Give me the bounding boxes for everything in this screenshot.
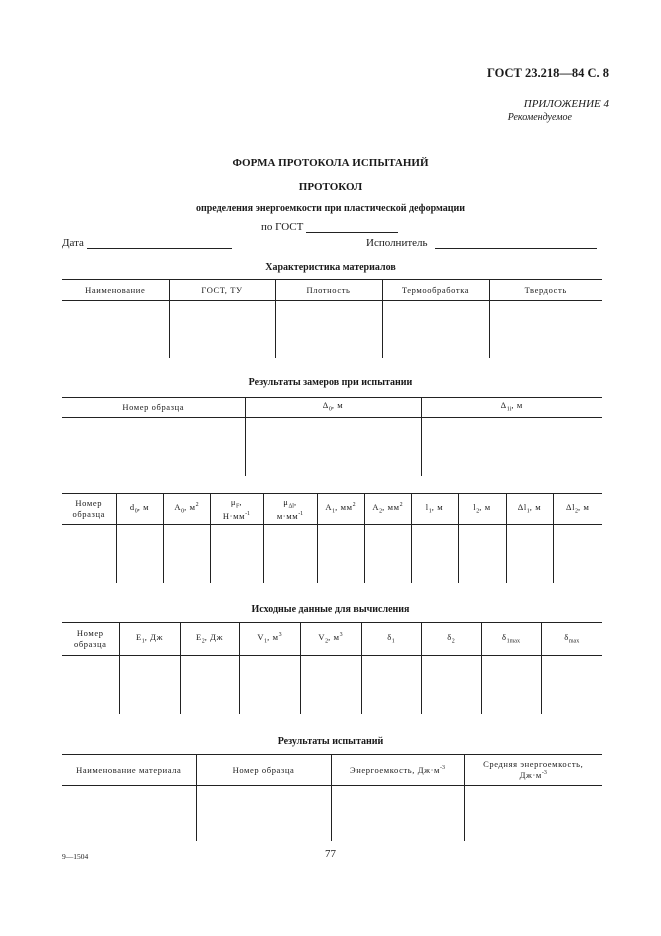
init-col-5: $\delta_1$ [361,623,421,656]
meas-col-7: $l_1$, м [411,494,458,525]
measurements-cell[interactable] [317,525,364,583]
initial-data-cell[interactable] [62,656,119,714]
date-label: Дата [62,237,84,249]
measurements-cell[interactable] [263,525,317,583]
meas-col-1: $d_0$, м [116,494,163,525]
measurements-col-sample: Номер образца [62,398,245,418]
results-cell[interactable] [464,786,602,841]
page-number: 77 [325,848,336,860]
measurements-cell[interactable] [116,525,163,583]
results-cell[interactable] [331,786,464,841]
meas-col-0: Номер образца [62,494,116,525]
meas-col-10: $\Delta l_2$, м [553,494,602,525]
materials-col-heat: Термообработка [382,280,489,301]
measurements-col-delta1i: $\Delta_{1i}$, м [421,398,602,418]
recommended-label: Рекомендуемое [507,112,572,123]
measurements-cell[interactable] [553,525,602,583]
measurements-cell[interactable] [458,525,506,583]
initial-data-cell[interactable] [361,656,421,714]
init-col-4: $V_2$, $м^3$ [300,623,361,656]
init-col-2: $E_2$, Дж [180,623,239,656]
results-title: Результаты испытаний [277,736,384,747]
results-cell[interactable] [62,786,196,841]
initial-data-cell[interactable] [239,656,300,714]
initial-data-table [62,622,602,714]
executor-label: Исполнитель [366,237,428,249]
initial-data-cell[interactable] [421,656,481,714]
measurements-table [62,493,602,583]
measurements-cell[interactable] [210,525,263,583]
initial-data-title: Исходные данные для вычисления [251,604,410,615]
measurements-cell[interactable] [62,418,245,476]
init-col-7: $\delta_{1max}$ [481,623,541,656]
meas-col-4: $\mu_{\Delta l}$, $м\cdot мм^{-1}$ [263,494,317,525]
meas-col-6: $A_2$, $мм^2$ [364,494,411,525]
materials-title: Характеристика материалов [265,262,396,273]
init-col-3: $V_1$, $м^3$ [239,623,300,656]
form-title: ФОРМА ПРОТОКОЛА ИСПЫТАНИЙ [232,157,429,169]
protocol-title: ПРОТОКОЛ [298,181,363,193]
init-col-6: $\delta_2$ [421,623,481,656]
results-col-energy: Энергоемкость, $Дж\cdot м^{-3}$ [331,755,464,786]
init-col-1: $E_1$, Дж [119,623,180,656]
materials-cell[interactable] [62,301,169,358]
materials-col-density: Плотность [275,280,382,301]
meas-col-9: $\Delta l_1$, м [506,494,553,525]
measurements-col-delta0: $\Delta_0$, м [245,398,421,418]
meas-col-5: $A_1$, $мм^2$ [317,494,364,525]
materials-col-name: Наименование [62,280,169,301]
results-col-sample: Номер образца [196,755,331,786]
init-col-8: $\delta_{max}$ [541,623,602,656]
materials-col-hardness: Твердость [489,280,602,301]
measurements-cell[interactable] [163,525,210,583]
results-col-avg-energy: Средняя энергоемкость, $Дж\cdot м^{-3}$ [464,755,602,786]
materials-col-gost: ГОСТ, ТУ [169,280,275,301]
results-col-material: Наименование материала [62,755,196,786]
materials-cell[interactable] [382,301,489,358]
measurements-title: Результаты замеров при испытании [248,377,413,388]
protocol-subject: определения энергоемкости при пластической деформации [195,203,466,214]
initial-data-cell[interactable] [180,656,239,714]
initial-data-cell[interactable] [119,656,180,714]
appendix-label: ПРИЛОЖЕНИЕ 4 [523,98,609,110]
measurements-cell[interactable] [411,525,458,583]
measurements-top-table [62,397,602,476]
measurements-cell[interactable] [421,418,602,476]
initial-data-cell[interactable] [481,656,541,714]
measurements-cell[interactable] [245,418,421,476]
measurements-cell[interactable] [364,525,411,583]
meas-col-8: $l_2$, м [458,494,506,525]
meas-col-2: $A_0$, $м^2$ [163,494,210,525]
gost-field [306,232,398,233]
date-field [87,248,232,249]
executor-field [435,248,597,249]
measurements-cell[interactable] [62,525,116,583]
results-cell[interactable] [196,786,331,841]
init-col-0: Номер образца [62,623,119,656]
print-code: 9—1504 [62,852,89,861]
results-table [62,754,602,841]
gost-label: по ГОСТ [261,221,304,233]
meas-col-3: $\mu_F$, $Н\cdot мм^{-1}$ [210,494,263,525]
materials-cell[interactable] [489,301,602,358]
measurements-cell[interactable] [506,525,553,583]
materials-cell[interactable] [275,301,382,358]
materials-cell[interactable] [169,301,275,358]
materials-table [62,279,602,358]
standard-number: ГОСТ 23.218—84 С. 8 [486,66,609,80]
initial-data-cell[interactable] [300,656,361,714]
initial-data-cell[interactable] [541,656,602,714]
